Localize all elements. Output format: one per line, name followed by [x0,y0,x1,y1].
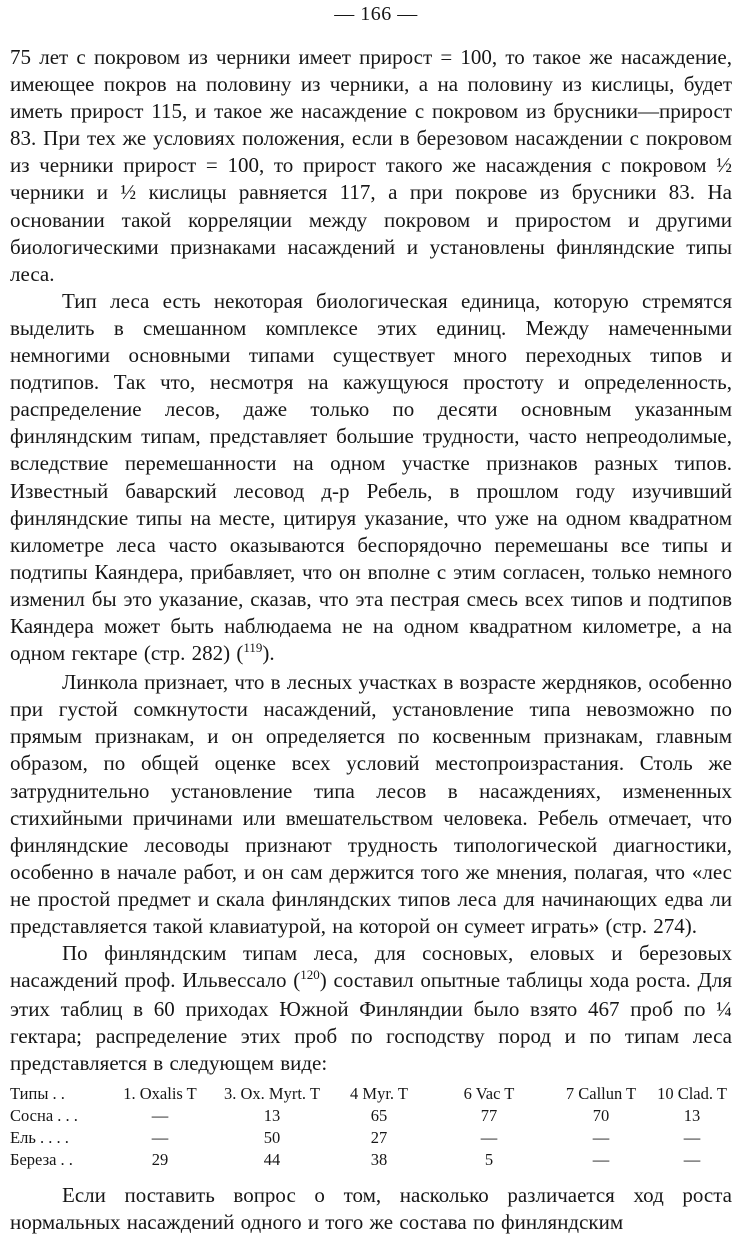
table-cell: 77 [480,1106,498,1125]
paragraph-4 [10,940,732,1077]
page-number: — 166 — [334,3,418,25]
table-cell: — [592,1150,610,1169]
body-text-top [10,44,732,1078]
table-header-row [10,1083,732,1105]
table-row-label: Береза . . [10,1150,73,1169]
forest-types-table [10,1083,732,1171]
paragraph-1-text: 75 лет с покровом из черники имеет прирост = 100, то такое же насаждение, имеющее покров на половину из черники, а на половину из кислицы, будет иметь прирост 115, и такое же насаждение с покровом из брусники—прирост 83. При тех же условиях положения, если в березовом насаждении с покровом из черники прирост = 100, то прирост такого же насаждения с покровом ½ черники и ½ кислицы равняется 117, а при покрове из брусники 83. На основании такой корреляции между покровом и приростом и другими биологическими признаками насаждений и установлены финляндские типы леса. [10,45,732,286]
table-cell: 29 [151,1150,169,1169]
paragraph-4-text: По финляндским типам леса, для сосновых, еловых и березовых насаждений проф. Ильвессало ( [10,941,732,993]
paragraph-1 [10,44,732,288]
table-row [10,1105,732,1127]
paragraph-2-tail: ). [262,641,275,666]
paragraph-3 [10,669,732,940]
paragraph-5-text: Если поставить вопрос о том, насколько различается ход роста нормальных насаждений одного и того же состава по финляндским [10,1183,732,1235]
table-cell: — [683,1150,701,1169]
table-cell: 44 [263,1150,281,1169]
table-row-label: Сосна . . . [10,1106,78,1125]
paragraph-3-text: Линкола признает, что в лесных участках в возрасте жердняков, особенно при густой сомкнутости насаждений, установление типа невозможно по прямым признакам, и он определяется по косвенным признакам, главным образом, по общей оценке всех условий местопроизрастания. Столь же затруднительно установление типа лесов в насаждениях, измененных стихийными причинами или вмешательством человека. Ребель отмечает, что финляндские лесоводы признают трудность типологической диагностики, особенно в начале работ, и он сам держится того же мнения, полагая, что «лес не простой предмет и скала финляндских типов леса для начинающих едва ли представляется такой клавиатурой, на которой он сумеет играть» (стр. 274). [10,670,732,938]
body-text-bottom [10,1182,732,1236]
table-header-cell: Типы . . [10,1084,65,1103]
table-cell: — [151,1128,169,1147]
table-header-cell: 1. Oxalis T [123,1084,197,1103]
table-cell: — [480,1128,498,1147]
table-row [10,1149,732,1171]
table-header-cell: 3. Ox. Myrt. T [224,1084,320,1103]
table-cell: — [592,1128,610,1147]
table-header-cell: 10 Clad. T [657,1084,727,1103]
paragraph-2-text: Тип леса есть некоторая биологическая единица, которую стремятся выделить в смешанном комплексе этих единиц. Между намеченными немногими основными типами существует много переходных типов и подтипов. Так что, несмотря на кажущуюся простоту и определенность, распределение лесов, даже только по десяти основным указанным финляндским типам, представляет большие трудности, часто непреодолимые, вследствие перемешанности на одном участке признаков разных типов. Известный баварский лесовод д-р Ребель, в прошлом году изучивший финляндские типы на месте, цитируя указание, что уже на одном квадратном километре леса часто оказываются беспорядочно перемешаны все типы и подтипы Каяндера, прибавляет, что он вполне с этим согласен, только немного изменил бы это указание, сказав, что эта пестрая смесь всех типов и подтипов Каяндера может быть наблюдаема не на одном квадратном километре, а на одном гектаре (стр. 282) ( [10,288,732,666]
paragraph-4-tail: ) составил опытные таблицы хода роста. Для этих таблиц в 60 приходах Южной Финляндии было взято 467 проб по ¼ гектара; распределение этих проб по господству пород и по типам леса представляется в следующем виде: [10,968,732,1076]
table-cell: 65 [370,1106,388,1125]
table-cell: 13 [683,1106,701,1125]
table-cell: 50 [263,1128,281,1147]
table-header-cell: 4 Myr. T [350,1084,408,1103]
table-cell: 27 [370,1128,388,1147]
table-row [10,1127,732,1149]
footnote-ref-119: 119 [243,640,263,656]
table-header-cell: 6 Vac T [463,1084,515,1103]
footnote-ref-120: 120 [300,967,320,983]
table-row-label: Ель . . . . [10,1128,69,1147]
table-cell: 13 [263,1106,281,1125]
paragraph-5 [10,1182,732,1236]
table-cell: — [683,1128,701,1147]
table-cell: 5 [484,1150,494,1169]
table-cell: 38 [370,1150,388,1169]
table-header-cell: 7 Callun T [565,1084,637,1103]
paragraph-2 [10,288,732,669]
table-cell: — [151,1106,169,1125]
table-cell: 70 [592,1106,610,1125]
